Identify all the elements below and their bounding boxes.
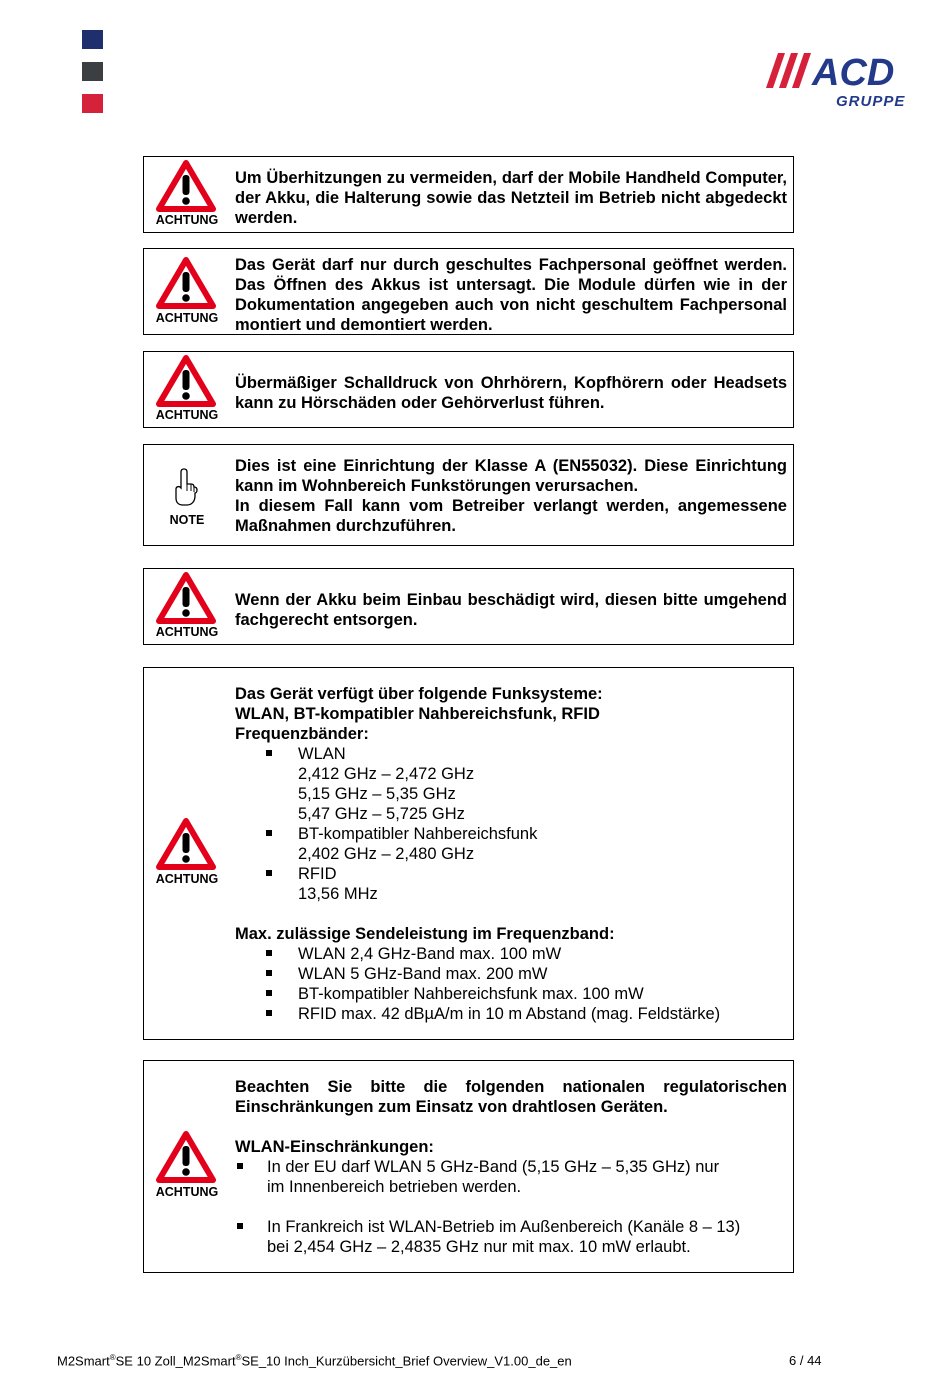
warning-box-sound-pressure (143, 351, 794, 428)
warning-box-overheating (143, 156, 794, 233)
band-item (235, 864, 787, 884)
radio-text (235, 684, 787, 1024)
warning-box-battery-damage (143, 568, 794, 645)
band-value: 5,47 GHz – 5,725 GHz (298, 805, 465, 823)
band-value: 5,15 GHz – 5,35 GHz (298, 785, 456, 803)
restrictions-heading: WLAN-Einschränkungen: (235, 1138, 434, 1156)
power-item: BT-kompatibler Nahbereichsfunk max. 100 mW (235, 984, 787, 1004)
bullet-square-icon (266, 950, 272, 956)
restrictions-text (235, 1077, 787, 1257)
restriction-item-cont: bei 2,454 GHz – 2,4835 GHz nur mit max. 10 mW erlaubt. (267, 1238, 691, 1256)
band-name: BT-kompatibler Nahbereichsfunk (298, 825, 538, 843)
warning-label: ACHTUNG (155, 408, 219, 422)
warning-box-radio-systems (143, 667, 794, 1040)
footer-document-name: M2Smart®SE 10 Zoll_M2Smart®SE_10 Inch_Kurzübersicht_Brief Overview_V1.00_de_en (57, 1353, 572, 1369)
header-square-red (82, 94, 103, 113)
warning-text: Wenn der Akku beim Einbau beschädigt wird, diesen bitte umgehend fachgerecht entsorgen. (235, 591, 787, 629)
restrictions-intro: Beachten Sie bitte die folgenden nationalen regulatorischen Einschränkungen zum Einsatz von drahtlosen Geräten. (235, 1078, 787, 1116)
bullet-square-icon (266, 1010, 272, 1016)
warning-text: Um Überhitzungen zu vermeiden, darf der Mobile Handheld Computer, der Akku, die Halterung sowie das Netzteil im Betrieb nicht abgedeckt werden. (235, 169, 787, 227)
band-name: RFID (298, 865, 337, 883)
warning-box-restrictions (143, 1060, 794, 1273)
note-label: NOTE (169, 513, 205, 527)
warning-triangle-icon (156, 1131, 216, 1183)
footer-page-number: 6 / 44 (789, 1353, 822, 1368)
band-item (235, 824, 787, 844)
header-square-grey (82, 62, 103, 81)
restriction-item: In der EU darf WLAN 5 GHz-Band (5,15 GHz – 5,35 GHz) nur (235, 1157, 787, 1177)
warning-triangle-icon (156, 572, 216, 624)
warning-text: Übermäßiger Schalldruck von Ohrhörern, Kopfhörern oder Headsets kann zu Hörschäden oder Gehörverlust führen. (235, 374, 787, 412)
bullet-square-icon (266, 830, 272, 836)
bullet-square-icon (266, 990, 272, 996)
bullet-square-icon (237, 1163, 243, 1169)
pointing-hand-icon (172, 467, 200, 507)
band-value: 13,56 MHz (298, 885, 378, 903)
warning-box-opening (143, 248, 794, 335)
power-item: WLAN 5 GHz-Band max. 200 mW (235, 964, 787, 984)
power-item: WLAN 2,4 GHz-Band max. 100 mW (235, 944, 787, 964)
logo-slashes-icon (766, 53, 811, 88)
restriction-item-cont: im Innenbereich betrieben werden. (267, 1178, 522, 1196)
radio-line-3: Frequenzbänder: (235, 725, 369, 743)
note-box-class-a (143, 444, 794, 546)
logo-text-sub: GRUPPE (836, 93, 906, 110)
warning-label: ACHTUNG (155, 213, 219, 227)
warning-label: ACHTUNG (155, 872, 219, 886)
radio-line-1: Das Gerät verfügt über folgende Funksysteme: (235, 685, 603, 703)
radio-line-2: WLAN, BT-kompatibler Nahbereichsfunk, RFID (235, 705, 600, 723)
header-square-blue (82, 30, 103, 49)
power-heading: Max. zulässige Sendeleistung im Frequenzband: (235, 925, 615, 943)
note-text (235, 456, 787, 536)
note-text-line-2: In diesem Fall kann vom Betreiber verlangt werden, angemessene Maßnahmen durchzuführen. (235, 497, 787, 535)
warning-text: Das Gerät darf nur durch geschultes Fachpersonal geöffnet werden. Das Öffnen des Akkus ist untersagt. Die Module dürfen wie in der Dokumentation angegeben auch von nicht geschultem Fachpersonal montiert und demontiert werden. (235, 256, 787, 334)
bullet-square-icon (266, 750, 272, 756)
warning-label: ACHTUNG (155, 1185, 219, 1199)
warning-triangle-icon (156, 818, 216, 870)
bullet-square-icon (237, 1223, 243, 1229)
warning-label: ACHTUNG (155, 625, 219, 639)
bullet-square-icon (266, 870, 272, 876)
warning-triangle-icon (156, 355, 216, 407)
warning-triangle-icon (156, 160, 216, 212)
band-value: 2,412 GHz – 2,472 GHz (298, 765, 475, 783)
restriction-item: In Frankreich ist WLAN-Betrieb im Außenbereich (Kanäle 8 – 13) (235, 1217, 787, 1237)
bullet-square-icon (266, 970, 272, 976)
warning-label: ACHTUNG (155, 311, 219, 325)
note-text-line-1: Dies ist eine Einrichtung der Klasse A (EN55032). Diese Einrichtung kann im Wohnbereich Funkstörungen verursachen. (235, 457, 787, 495)
acd-logo (766, 48, 918, 110)
band-name: WLAN (298, 745, 346, 763)
warning-triangle-icon (156, 257, 216, 309)
power-item: RFID max. 42 dBµA/m in 10 m Abstand (mag. Feldstärke) (235, 1004, 787, 1024)
logo-text-main: ACD (812, 52, 895, 94)
band-item (235, 744, 787, 764)
band-value: 2,402 GHz – 2,480 GHz (298, 845, 475, 863)
